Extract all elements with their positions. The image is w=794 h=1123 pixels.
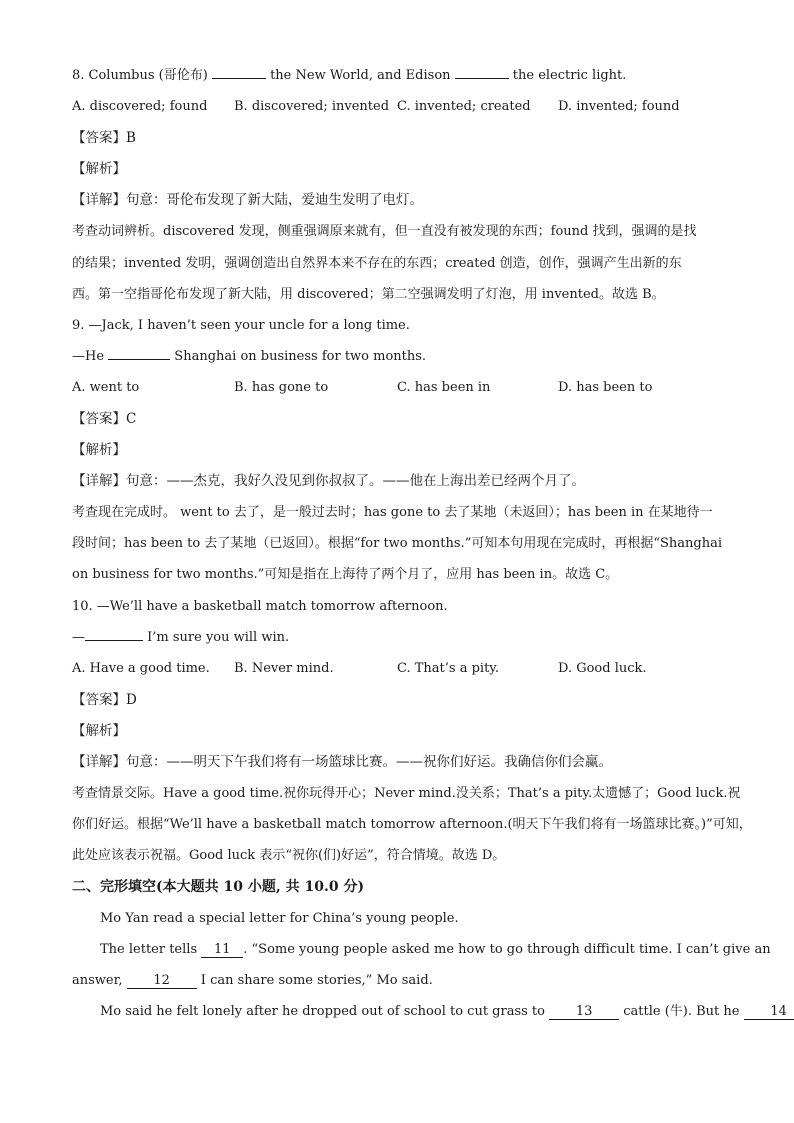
cloze-line-3-pre: answer, [72,973,127,988]
cloze-blank-12: 12 [127,974,197,989]
q9-stem-pre: —He [72,349,109,364]
q10-explanation-3: 此处应该表示祝福。Good luck 表示“祝你(们)好运”，符合情境。故选 D。 [72,848,506,863]
q8-option-d: D. invented; found [558,99,680,114]
q9-analysis-label: 【解析】 [72,442,126,458]
q9-explanation-3: on business for two months.”可知是指在上海待了两个月了，应用 has been in。故选 C。 [72,567,619,582]
cloze-line-2 [100,941,771,959]
q10-analysis-label: 【解析】 [72,723,126,739]
cloze-blank-13: 13 [549,1005,619,1020]
cloze-line-3 [72,972,433,990]
q8-stem-mid: the New World, and Edison [265,68,455,83]
q9-stem [72,348,426,366]
cloze-line-2-post: . “Some young people asked me how to go through difficult time. I can’t give an [243,942,771,957]
q9-detail: 【详解】句意：——杰克，我好久没见到你叔叔了。——他在上海出差已经两个月了。 [72,473,585,489]
cloze-paragraph-1: Mo Yan read a special letter for China’s young people. [100,911,459,926]
q10-option-d: D. Good luck. [558,661,647,676]
q8-stem-pre: 8. Columbus (哥伦布) [72,68,212,83]
q10-option-c: C. That’s a pity. [397,661,500,676]
q10-explanation-2: 你们好运。根据“We’ll have a basketball match tomorrow afternoon.(明天下午我们将有一场篮球比赛。)”可知， [72,817,752,832]
q8-option-b: B. discovered; invented [234,99,390,114]
q9-option-c: C. has been in [397,380,491,395]
q10-stem-post: I’m sure you will win. [143,630,290,645]
q9-line-1: 9. —Jack, I haven’t seen your uncle for a long time. [72,318,410,333]
cloze-line-2-pre: The letter tells [100,942,202,957]
q8-answer: 【答案】B [72,130,136,146]
section-heading: 二、完形填空(本大题共 10 小题, 共 10.0 分) [72,879,365,895]
q9-blank [108,359,170,360]
cloze-line-4 [100,1003,794,1021]
q10-blank [85,640,143,641]
q9-option-a: A. went to [72,380,140,395]
q9-stem-post: Shanghai on business for two months. [170,349,427,364]
q9-explanation-2: 段时间；has been to 去了某地（已返回）。根据“for two months.”可知本句用现在完成时，再根据“Shanghai [72,536,722,551]
q8-option-c: C. invented; created [397,99,531,114]
q10-detail: 【详解】句意：——明天下午我们将有一场篮球比赛。——祝你们好运。我确信你们会赢。 [72,754,612,770]
q10-explanation-1: 考查情景交际。Have a good time.祝你玩得开心；Never mind.没关系；That’s a pity.太遗憾了；Good luck.祝 [72,786,741,801]
q10-answer: 【答案】D [72,692,137,708]
q8-explanation-2: 的结果；invented 发明，强调创造出自然界本来不存在的东西；created 创造，创作，强调产生出新的东 [72,256,682,271]
q8-blank-2 [455,78,509,79]
cloze-blank-11: 11 [201,943,243,958]
q8-analysis-label: 【解析】 [72,161,126,177]
q10-stem [72,629,289,647]
q10-option-b: B. Never mind. [234,661,334,676]
q8-blank-1 [212,78,266,79]
q9-answer: 【答案】C [72,411,137,427]
cloze-line-3-post: I can share some stories,” Mo said. [196,973,433,988]
cloze-blank-14: 14 [744,1005,794,1020]
q9-explanation-1: 考查现在完成时。 went to 去了，是一般过去时；has gone to 去了某地（未返回）；has been in 在某地待一 [72,505,713,520]
q8-option-a: A. discovered; found [72,99,208,114]
q8-stem-post: the electric light. [508,68,627,83]
q10-line-1: 10. —We’ll have a basketball match tomorrow afternoon. [72,599,448,614]
q8-explanation-3: 西。第一空指哥伦布发现了新大陆，用 discovered；第二空强调发明了灯泡，用 invented。故选 B。 [72,287,665,302]
q9-option-d: D. has been to [558,380,653,395]
q10-option-a: A. Have a good time. [72,661,210,676]
q8-detail: 【详解】句意：哥伦布发现了新大陆，爱迪生发明了电灯。 [72,192,423,208]
q8-stem [72,67,626,85]
q8-explanation-1: 考查动词辨析。discovered 发现，侧重强调原来就有，但一直没有被发现的东西；found 找到，强调的是找 [72,224,697,239]
cloze-line-4-mid: cattle (牛). But he [619,1004,744,1019]
q10-stem-pre: — [72,630,85,645]
cloze-line-4-pre: Mo said he felt lonely after he dropped out of school to cut grass to [100,1004,550,1019]
q9-option-b: B. has gone to [234,380,329,395]
